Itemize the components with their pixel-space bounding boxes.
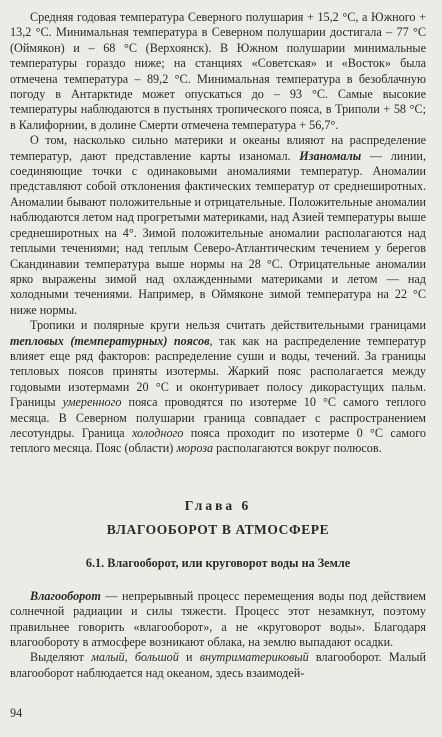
term-moderate: умеренного xyxy=(62,395,122,410)
paragraph-cycle-types xyxy=(10,650,426,681)
paragraph-text: располагаются вокруг полюсов. xyxy=(213,441,382,456)
paragraph-text: пояса проходит по изотерме 0 °С самого теплого месяца. Пояс (области) xyxy=(10,425,426,456)
term-large: большой xyxy=(134,650,179,665)
paragraph-text: Тропики и полярные круги нельзя считать действительными границами xyxy=(30,318,426,333)
term-cold: холодного xyxy=(131,425,184,440)
paragraph-text: , так как на распределение температур влияет еще ряд факторов: распределение суши и воды, течений. За границы тепловых поясов приняты изотермы. Жаркий пояс располагается между годовыми изотермами 20 °С и оконтуривает полосу дикорастущих пальм. Границы xyxy=(10,333,426,410)
paragraph-isanomaly xyxy=(10,133,426,318)
term-thermal-belts: тепловых (температурных) поясов xyxy=(10,333,210,348)
paragraph-text: Выделяют xyxy=(30,650,92,665)
term-intracontinental: внутриматериковый xyxy=(199,650,309,665)
chapter-title: ВЛАГООБОРОТ В АТМОСФЕРЕ xyxy=(106,521,330,537)
page-number: 94 xyxy=(10,706,23,720)
paragraph-hemisphere-temperatures xyxy=(10,10,426,133)
paragraph-text: пояса проводятся по изотерме 10 °С самого теплого месяца. В Северном полушарии граница совпадает с распространением лесотундры. Граница xyxy=(10,395,426,440)
paragraph-text: , xyxy=(124,650,135,665)
paragraph-text: и xyxy=(178,650,200,665)
paragraph-text: О том, насколько сильно материки и океаны влияют на распределение температур, дают представление карты изаномал. xyxy=(10,133,426,163)
paragraph-text: — непрерывный процесс перемещения воды под действием солнечной радиации и силы тяжести. Процесс этот незамкнут, поэтому правильнее говорить «влагооборот», а не «круговорот воды». Благодаря влагообороту в атмосфере возникают облака, на землю выпадают осадки. xyxy=(10,588,426,649)
term-isanomaly: Изаномалы xyxy=(299,148,362,163)
term-small: малый xyxy=(91,650,125,665)
term-frost: мороза xyxy=(176,441,214,456)
paragraph-text: Средняя годовая температура Северного полушария + 15,2 °С, а Южного + 13,2 °С. Минимальная температура в Северном полушарии достигала – 77 °С (Оймякон) и – 68 °С (Верхоянск). В Южном полушарии минимальные температуры гораздо ниже; на станциях «Советская» и «Восток» была отмечена температура – 89,2 °С. Минимальная температура в безоблачную погоду в Антарктиде может опускаться до – 93 °С. Самые высокие температуры наблюдаются в пустынях тропического пояса, в Триполи + 58 °С; в Калифорнии, в долине Смерти отмечена температура + 56,7°. xyxy=(10,10,426,132)
term-moisture-cycle: Влагооборот xyxy=(30,588,101,603)
chapter-label: Глава 6 xyxy=(184,497,252,513)
paragraph-thermal-belts xyxy=(10,318,426,457)
paragraph-text: влагооборот. Малый влагооборот наблюдается над океаном, здесь взаимодей- xyxy=(10,650,427,680)
section-title: 6.1. Влагооборот, или круговорот воды на Земле xyxy=(85,555,351,570)
paragraph-text: — линии, соединяющие точки с одинаковыми аномалиями температур. Аномалии представляют собой отклонения фактических температур от среднеширотных. Аномалии бывают положительные и отрицательные. Положительные аномалии наблюдаются летом над прогретыми материками, над Азией температуры выше среднеширотных на 4°. Зимой положительные аномалии располагаются над теплыми течениями; над теплым Северо-Атлантическим течением у берегов Скандинавии температура выше нормы на 28 °С. Отрицательные аномалии ярко выражены зимой над охлажденными материками и летом — над холодными течениями. Например, в Оймяконе зимой температура на 22 °С ниже нормы. xyxy=(10,148,426,317)
paragraph-moisture-cycle xyxy=(10,589,426,651)
